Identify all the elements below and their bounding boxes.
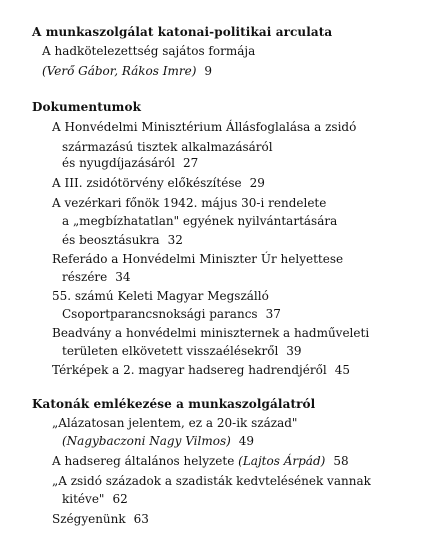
toc-entry [52,512,149,526]
page-number: 32 [167,233,183,247]
page-number: 49 [238,434,255,448]
entry-author: (Lajtos Árpád) [238,454,326,468]
page-number: 45 [334,363,350,377]
entry-title: Szégyenünk [52,512,126,526]
toc-entry: A Honvédelmi Minisztérium Állásfoglalása a zsidó [52,120,357,134]
toc-entry-continued: a „megbízhatatlan" egyének nyilvántartására [62,214,338,228]
toc-entry: Beadvány a honvédelmi miniszternek a hadműveleti [52,326,370,340]
toc-entry-continued [62,270,131,284]
toc-entry-continued [62,307,281,321]
entry-title: A hadkötelezettség sajátos formája [42,44,256,58]
toc-entry: Referádo a Honvédelmi Miniszter Úr helyettese [52,252,344,266]
toc-entry: 55. számú Keleti Magyar Megszálló [52,289,269,303]
page-number: 62 [112,492,128,506]
toc-entry: „Alázatosan jelentem, ez a 20-ik század" [52,416,298,430]
toc-entry-continued [62,344,302,358]
toc-entry-author-line [62,434,254,448]
section-heading: A munkaszolgálat katonai-politikai arculata [32,25,333,39]
entry-title-part: Csoportparancsnoksági parancs [62,307,258,321]
page-number: 29 [249,176,265,190]
section-heading: Katonák emlékezése a munkaszolgálatról [32,397,316,411]
entry-title-part: területen elkövetett visszaélésekről [62,344,279,358]
entry-title-part: és beosztásukra [62,233,160,247]
toc-entry [42,44,255,58]
section-heading: Dokumentumok [32,100,141,114]
toc-entry [52,176,265,190]
toc-entry-continued [62,156,198,170]
page-number: 34 [115,270,131,284]
entry-author: (Nagybaczoni Nagy Vilmos) [62,434,231,448]
page-number: 9 [204,64,213,78]
page-number: 39 [286,344,302,358]
page-number: 27 [182,156,199,170]
entry-title: A III. zsidótörvény előkészítése [52,176,242,190]
entry-title-part: kitéve" [62,492,105,506]
toc-entry-continued: származású tisztek alkalmazásáról [62,140,273,154]
toc-entry: A vezérkari főnök 1942. május 30-i rendelete [52,196,327,210]
toc-entry-continued [62,233,183,247]
page-number: 58 [333,454,349,468]
entry-author: (Verő Gábor, Rákos Imre) [42,64,197,78]
toc-entry: „A zsidó századok a szadisták kedvtelésének vannak [52,474,371,488]
toc-entry [52,363,350,377]
entry-title: A hadsereg általános helyzete [52,454,235,468]
entry-title: Térképek a 2. magyar hadsereg hadrendjéről [52,363,327,377]
entry-title-part: részére [62,270,108,284]
toc-entry-continued [62,492,128,506]
toc-entry [52,454,349,468]
page-number: 37 [265,307,281,321]
entry-title-part: és nyugdíjazásáról [62,156,175,170]
toc-entry-author-line [42,64,212,78]
page-number: 63 [133,512,149,526]
